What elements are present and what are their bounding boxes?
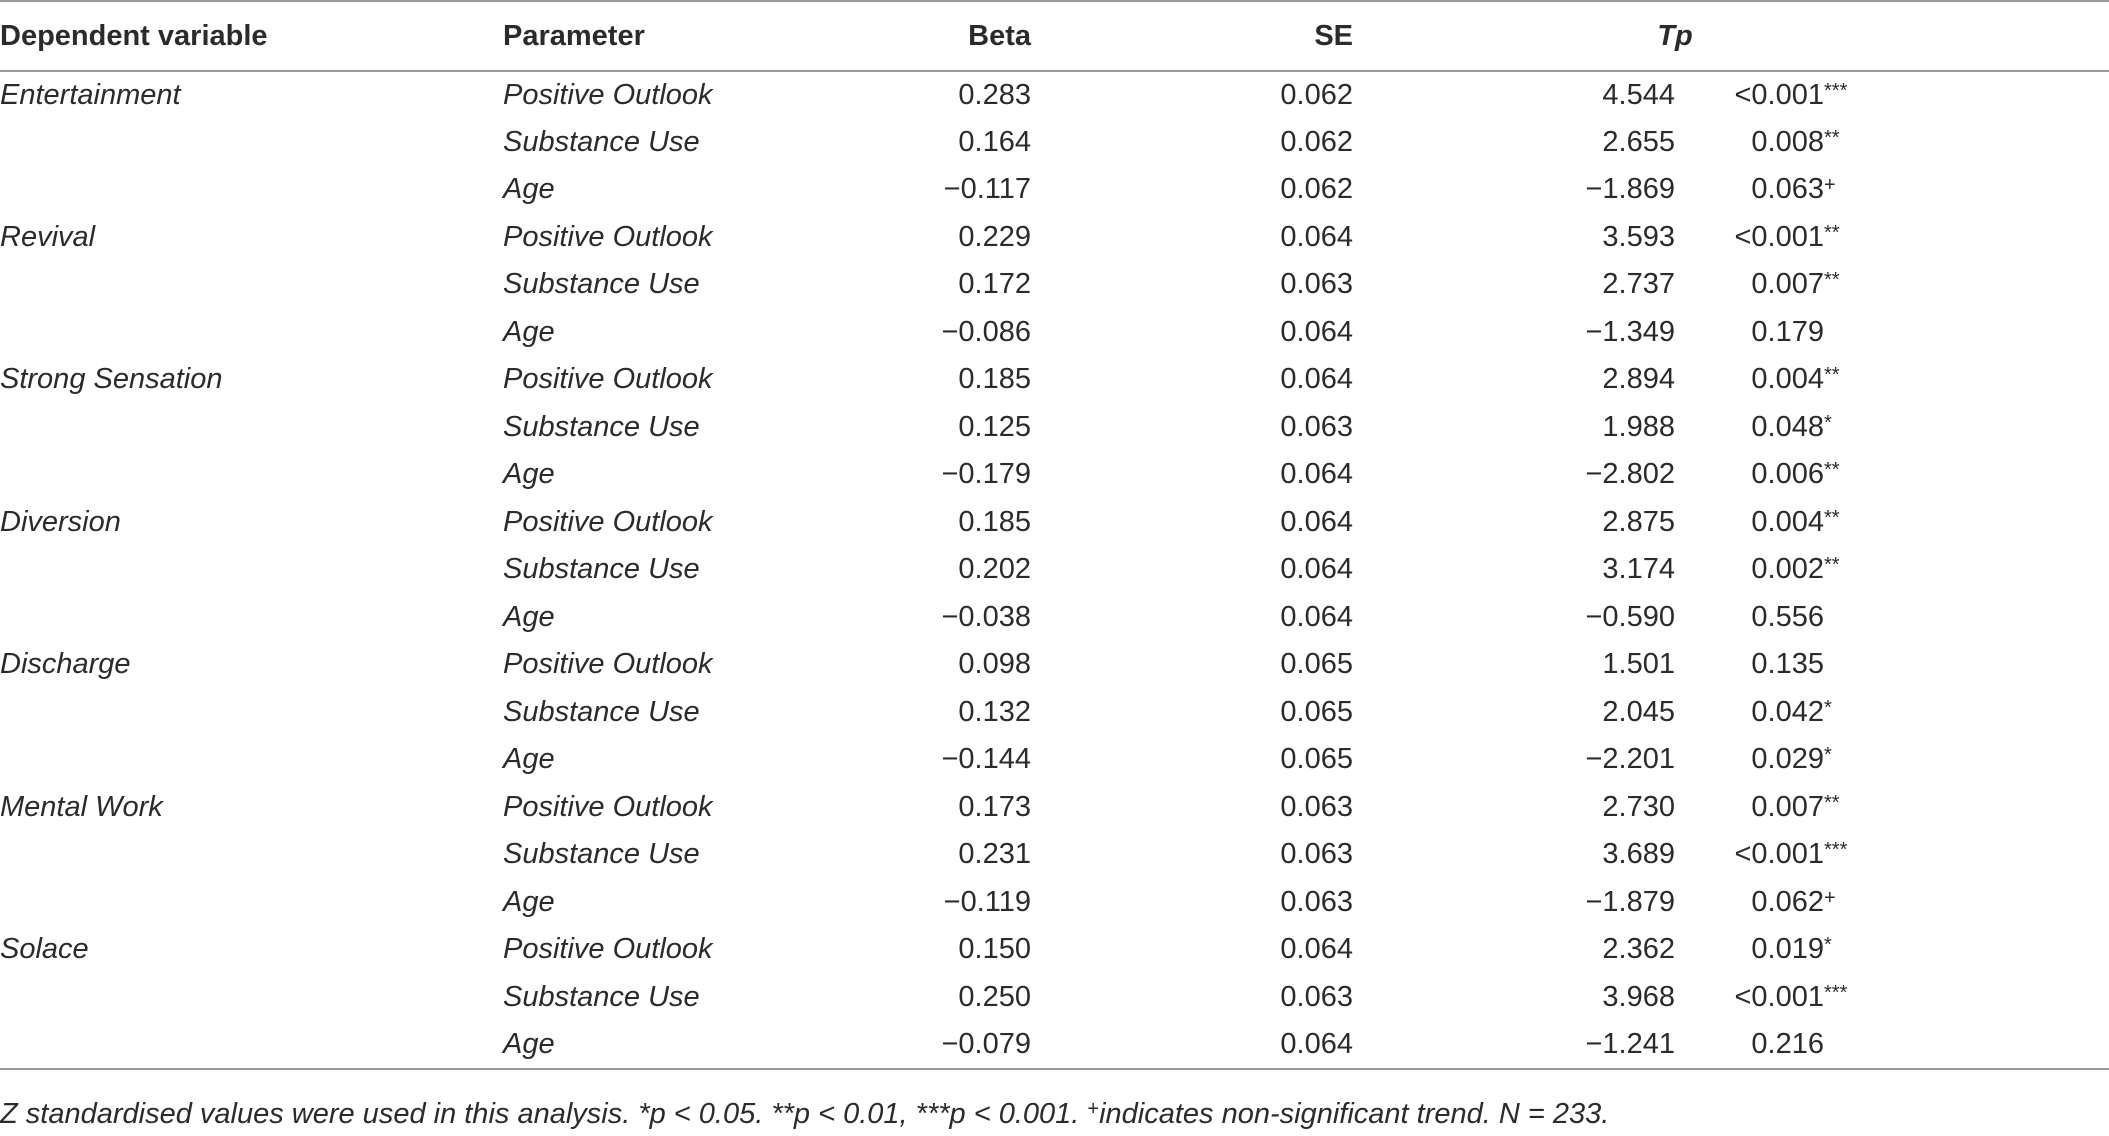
p-value-wrapper [1675,838,1824,871]
significance-cell [1824,411,1864,444]
p-value-wrapper [1675,743,1824,776]
cell-beta: 0.202 [958,553,1031,586]
cell-se: 0.064 [1031,1021,1353,1069]
cell-beta: 0.150 [958,933,1031,966]
cell-p [1675,926,2109,974]
cell-beta: 0.173 [958,790,1031,823]
p-value-wrapper [1675,221,1824,254]
cell-se: 0.063 [1280,268,1353,301]
p-value: 0.004 [1751,363,1824,396]
significance-cell [1824,458,1864,491]
cell-dependent-variable [0,404,503,452]
cell-se: 0.064 [1280,363,1353,396]
cell-beta: −0.144 [941,743,1031,776]
table-row [0,404,2109,452]
cell-p [1675,689,2109,737]
cell-p [1675,1021,2109,1069]
table-row [0,166,2109,214]
p-value: <0.001 [1734,838,1824,871]
cell-t: −1.869 [1585,173,1675,206]
cell-dependent-variable [0,166,503,214]
significance-marker: ** [1824,791,1840,814]
cell-t: 3.593 [1602,220,1675,253]
significance-cell [1824,173,1864,206]
cell-parameter: Positive Outlook [503,933,713,966]
cell-p [1675,356,2109,404]
table-row [0,499,2109,547]
cell-t: 3.174 [1602,553,1675,586]
cell-dependent-variable [0,309,503,357]
cell-parameter: Age [503,315,555,348]
cell-beta: 0.231 [958,838,1031,871]
cell-p [1675,974,2109,1022]
significance-cell [1824,696,1864,729]
p-value: 0.063 [1751,173,1824,206]
cell-parameter: Positive Outlook [503,505,713,538]
table-body [0,71,2109,1069]
cell-parameter: Age [503,743,555,776]
significance-marker: ** [1824,459,1840,482]
cell-dependent-variable [0,546,503,594]
cell-t: −2.201 [1585,743,1675,776]
table-row [0,261,2109,309]
cell-parameter: Positive Outlook [503,78,713,111]
cell-beta: 0.164 [958,125,1031,158]
cell-t: 2.894 [1602,363,1675,396]
header-p: p [1675,19,1693,52]
table-row [0,451,2109,499]
cell-beta: −0.038 [941,600,1031,633]
p-value-wrapper [1675,316,1824,349]
header-parameter: Parameter [503,19,645,52]
cell-dependent-variable [0,1021,503,1069]
significance-cell [1824,838,1864,871]
p-value-wrapper [1675,648,1824,681]
table-header [0,1,2109,71]
cell-se: 0.063 [1280,885,1353,918]
cell-se: 0.063 [1280,410,1353,443]
table-row [0,784,2109,832]
p-value-wrapper [1675,79,1824,112]
cell-p [1675,404,2109,452]
p-value: 0.007 [1751,790,1824,823]
cell-se: 0.063 [1280,980,1353,1013]
table-row [0,831,2109,879]
p-value: 0.029 [1751,743,1824,776]
significance-cell [1824,79,1864,112]
cell-p [1675,879,2109,927]
cell-se: 0.065 [1280,695,1353,728]
p-value-wrapper [1675,173,1824,206]
header-dependent-variable: Dependent variable [0,19,268,52]
header-row [0,1,2109,71]
cell-t: 2.655 [1602,125,1675,158]
cell-p [1675,546,2109,594]
cell-dependent-variable [0,119,503,167]
footnote-trend-symbol: + [1087,1098,1100,1120]
p-value-wrapper [1675,268,1824,301]
significance-cell [1824,221,1864,254]
p-value: 0.042 [1751,695,1824,728]
cell-parameter: Substance Use [503,695,700,728]
cell-parameter: Age [503,600,555,633]
cell-t: 4.544 [1602,78,1675,111]
cell-se: 0.064 [1280,600,1353,633]
cell-dependent-variable [0,594,503,642]
significance-cell [1824,268,1864,301]
p-value-wrapper [1675,363,1824,396]
cell-beta: −0.119 [943,885,1031,918]
cell-p [1675,451,2109,499]
significance-cell [1824,126,1864,159]
cell-beta: 0.185 [958,363,1031,396]
cell-dependent-variable: Solace [0,933,89,966]
cell-se: 0.064 [1280,458,1353,491]
cell-dependent-variable [0,879,503,927]
significance-marker: * [1824,696,1832,719]
cell-se: 0.064 [1280,505,1353,538]
significance-cell [1824,933,1864,966]
cell-beta: 0.250 [958,980,1031,1013]
p-value-wrapper [1675,126,1824,159]
cell-parameter: Substance Use [503,838,700,871]
significance-marker: ** [1824,554,1840,577]
cell-parameter: Age [503,1021,888,1069]
cell-dependent-variable [0,689,503,737]
significance-marker: ** [1824,269,1840,292]
p-value-wrapper [1675,886,1824,919]
cell-dependent-variable: Revival [0,220,96,253]
p-value-wrapper [1675,553,1824,586]
significance-marker: * [1824,744,1832,767]
table-row [0,974,2109,1022]
cell-beta: 0.283 [958,78,1031,111]
significance-marker: ** [1824,126,1840,149]
significance-marker: *** [1824,981,1848,1004]
table-row [0,1021,2109,1069]
cell-parameter: Age [503,885,555,918]
cell-parameter: Positive Outlook [503,790,713,823]
significance-marker: + [1824,886,1836,909]
cell-p [1675,499,2109,547]
p-value: 0.179 [1751,315,1824,348]
p-value: 0.007 [1751,268,1824,301]
p-value: 0.135 [1751,648,1824,681]
cell-parameter: Substance Use [503,553,700,586]
cell-t: −1.879 [1585,885,1675,918]
cell-dependent-variable: Diversion [0,505,121,538]
p-value-wrapper [1675,933,1824,966]
significance-cell [1824,886,1864,919]
cell-parameter: Substance Use [503,980,700,1013]
p-value: 0.008 [1751,125,1824,158]
cell-p [1675,784,2109,832]
cell-beta: −0.179 [941,458,1031,491]
p-value: <0.001 [1734,220,1824,253]
cell-p [1675,71,2109,119]
cell-beta: −0.117 [943,173,1031,206]
significance-cell [1824,363,1864,396]
cell-t: 1.988 [1602,410,1675,443]
significance-marker: ** [1824,506,1840,529]
significance-cell [1824,791,1864,824]
cell-parameter: Age [503,458,555,491]
cell-se: 0.063 [1280,790,1353,823]
cell-dependent-variable: Entertainment [0,78,181,111]
cell-p [1675,166,2109,214]
cell-t: 2.737 [1602,268,1675,301]
table-row [0,71,2109,119]
table-row [0,594,2109,642]
cell-dependent-variable: Mental Work [0,790,163,823]
significance-marker: + [1824,174,1836,197]
cell-t: 3.689 [1602,838,1675,871]
cell-parameter: Positive Outlook [503,363,713,396]
cell-t: 2.362 [1602,933,1675,966]
cell-parameter: Age [503,173,555,206]
header-beta: Beta [968,19,1031,52]
cell-t: −1.349 [1585,315,1675,348]
p-value: 0.048 [1751,410,1824,443]
cell-se: 0.064 [1280,220,1353,253]
footnote-text-part1: Z standardised values were used in this analysis. *p < 0.05. **p < 0.01, ***p < 0.001. [0,1098,1088,1130]
p-value-wrapper [1675,1028,1824,1061]
cell-se: 0.062 [1280,78,1353,111]
cell-parameter: Positive Outlook [503,648,713,681]
cell-beta: 0.132 [958,695,1031,728]
p-value: 0.004 [1751,505,1824,538]
significance-marker: *** [1824,839,1848,862]
table-row [0,641,2109,689]
table-row [0,689,2109,737]
p-value-wrapper [1675,411,1824,444]
cell-p [1675,309,2109,357]
cell-beta: 0.229 [958,220,1031,253]
cell-beta: 0.098 [958,648,1031,681]
p-value: 0.216 [1751,1027,1824,1060]
p-value: 0.006 [1751,458,1824,491]
significance-marker: ** [1824,364,1840,387]
cell-dependent-variable [0,261,503,309]
table-row [0,119,2109,167]
table-row [0,214,2109,262]
p-value: <0.001 [1734,980,1824,1013]
cell-beta: 0.172 [958,268,1031,301]
significance-marker: ** [1824,221,1840,244]
table-row [0,879,2109,927]
cell-t: 3.968 [1602,980,1675,1013]
cell-t: −1.241 [1353,1021,1675,1069]
cell-t: 2.045 [1602,695,1675,728]
p-value: 0.002 [1751,553,1824,586]
cell-se: 0.064 [1280,315,1353,348]
cell-dependent-variable [0,974,503,1022]
cell-beta: 0.125 [958,410,1031,443]
significance-marker: *** [1824,79,1848,102]
cell-beta: −0.079 [888,1021,1031,1069]
cell-p [1675,261,2109,309]
p-value: 0.019 [1751,933,1824,966]
cell-se: 0.065 [1280,648,1353,681]
p-value-wrapper [1675,506,1824,539]
cell-se: 0.064 [1280,933,1353,966]
header-se: SE [1314,19,1353,52]
cell-beta: 0.185 [958,505,1031,538]
cell-se: 0.062 [1280,173,1353,206]
table-row [0,356,2109,404]
footnote-text-part2: indicates non-significant trend. N = 233. [1099,1098,1610,1130]
significance-cell [1824,981,1864,1014]
cell-dependent-variable [0,736,503,784]
p-value: 0.556 [1751,600,1824,633]
cell-t: 2.730 [1602,790,1675,823]
p-value-wrapper [1675,696,1824,729]
cell-dependent-variable [0,451,503,499]
cell-parameter: Substance Use [503,268,700,301]
cell-beta: −0.086 [941,315,1031,348]
table-row [0,546,2109,594]
p-value-wrapper [1675,791,1824,824]
cell-t: −2.802 [1585,458,1675,491]
cell-se: 0.063 [1280,838,1353,871]
cell-p [1675,119,2109,167]
cell-parameter: Positive Outlook [503,220,713,253]
cell-p [1675,594,2109,642]
table-row [0,736,2109,784]
cell-dependent-variable: Discharge [0,648,131,681]
table-footnote [0,1098,1609,1131]
cell-se: 0.062 [1280,125,1353,158]
table-row [0,926,2109,974]
cell-p [1675,831,2109,879]
cell-t: −0.590 [1585,600,1675,633]
cell-se: 0.065 [1280,743,1353,776]
significance-cell [1824,743,1864,776]
significance-cell [1824,506,1864,539]
cell-p [1675,214,2109,262]
significance-cell [1824,553,1864,586]
p-value-wrapper [1675,601,1824,634]
table-row [0,309,2109,357]
cell-p [1675,736,2109,784]
cell-parameter: Substance Use [503,410,700,443]
p-value-wrapper [1675,458,1824,491]
cell-t: 1.501 [1602,648,1675,681]
cell-parameter: Substance Use [503,125,700,158]
p-value: <0.001 [1734,78,1824,111]
significance-marker: * [1824,411,1832,434]
cell-p [1675,641,2109,689]
cell-se: 0.064 [1280,553,1353,586]
header-t: T [1657,19,1675,52]
cell-dependent-variable: Strong Sensation [0,363,223,396]
significance-marker: * [1824,934,1832,957]
cell-t: 2.875 [1602,505,1675,538]
cell-dependent-variable [0,831,503,879]
p-value: 0.062 [1751,885,1824,918]
p-value-wrapper [1675,981,1824,1014]
